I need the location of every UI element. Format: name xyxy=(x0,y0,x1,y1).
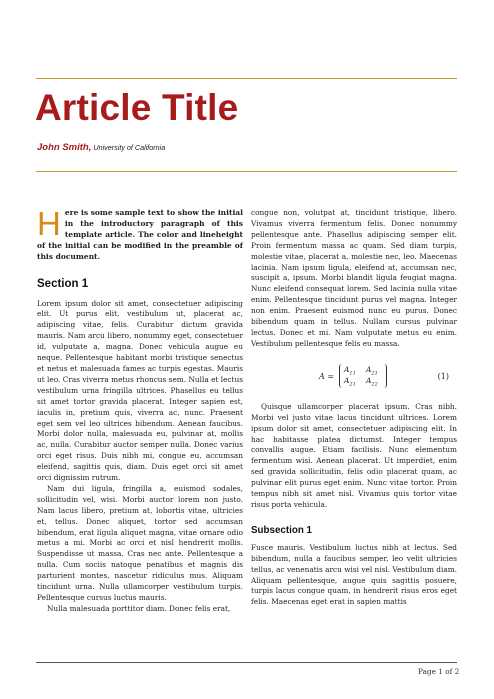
subsection-1-paragraph-1: Fusce mauris. Vestibulum luctus nibh at lectus. Sed bibendum, nulla a faucibus semper, leo velit ultricies tellus, ac venenatis arcu wisi vel nisl. Vestibulum diam. Aliquam pellentesque, augue quis sagittis posuere, turpis lacus congue quam, in hendrerit risus eros eget felis. Maecenas eget erat in sapien mattis xyxy=(251,542,457,607)
article-title: Article Title xyxy=(35,87,239,128)
header-bottom-rule xyxy=(36,171,457,172)
equation-number: (1) xyxy=(437,371,449,381)
section-1-paragraph-3: Nulla malesuada porttitor diam. Donec felis erat, xyxy=(47,603,231,613)
header-top-rule xyxy=(36,78,457,79)
intro-text: ere is some sample text to show the initial in the introductory paragraph of this template article. The color and lineheight of the initial can be modified in the preamble of this document. xyxy=(37,208,243,261)
footer-rule xyxy=(36,662,457,663)
author-line xyxy=(37,142,165,153)
section-1-paragraph-1: Lorem ipsum dolor sit amet, consectetuer adipiscing elit. Ut purus elit, vestibulum ut, placerat ac, adipiscing vitae, felis. Curabitur dictum gravida mauris. Nam arcu libero, nonummy eget, consectetuer id, vulputate a, magna. Donec vehicula augue eu neque. Pellentesque habitant morbi tristique senectus et netus et malesuada fames ac turpis egestas. Mauris ut leo. Cras viverra metus rhoncus sem. Nulla et lectus vestibulum urna fringilla ultrices. Phasellus eu tellus sit amet tortor gravida placerat. Integer sapien est, iaculis in, pretium quis, viverra ac, nunc. Praesent eget sem vel leo ultrices bibendum. Aenean faucibus. Morbi dolor nulla, malesuada eu, pulvinar at, mollis ac, nulla. Curabitur auctor semper nulla. Donec varius orci eget risus. Duis nibh mi, congue eu, accumsan eleifend, sagittis quis, diam. Duis eget orci sit amet orci dignissim rutrum. xyxy=(37,298,243,483)
section-1-paragraph-2: Nam dui ligula, fringilla a, euismod sodales, sollicitudin vel, wisi. Morbi auctor lorem non justo. Nam lacus libero, pretium at, lobortis vitae, ultricies et, tellus. Donec aliquet, tortor sed accumsan bibendum, erat ligula aliquet magna, vitae ornare odio metus a mi. Morbi ac orci et nisl hendrerit mollis. Suspendisse ut massa. Cras nec ante. Pellentesque a nulla. Cum sociis natoque penatibus et magnis dis parturient montes, nascetur ridiculus mus. Aliquam tincidunt urna. Nulla ullamcorper vestibulum turpis. Pellentesque cursus luctus mauris. xyxy=(37,483,243,602)
matrix-entry-a11: $A_{11}$ xyxy=(344,364,356,377)
author-affiliation: University of California xyxy=(93,143,166,152)
intro-paragraph xyxy=(37,205,243,263)
page-number: Page 1 of 2 xyxy=(418,667,460,676)
matrix-entry-a21-top: $A_{21}$ xyxy=(366,364,378,377)
equation-lhs: A = xyxy=(319,371,335,381)
equation-matrix xyxy=(339,364,387,388)
matrix-entry-a22: $A_{22}$ xyxy=(366,375,378,388)
right-paragraph-2: Quisque ullamcorper placerat ipsum. Cras nibh. Morbi vel justo vitae lacus tincidunt ultrices. Lorem ipsum dolor sit amet, consectetuer adipiscing elit. In hac habitasse platea dictumst. Integer tempus convallis augue. Etiam facilisis. Nunc elementum fermentum wisi. Aenean placerat. Ut imperdiet, enim sed gravida sollicitudin, felis odio placerat quam, ac pulvinar elit purus eget enim. Nunc vitae tortor. Proin tempus nibh sit amet nisl. Vivamus quis tortor vitae risus porta vehicula. xyxy=(251,401,457,509)
section-1-heading: Section 1 xyxy=(37,277,89,290)
subsection-1-heading: Subsection 1 xyxy=(251,524,312,536)
drop-cap: H xyxy=(37,205,61,242)
left-column xyxy=(37,205,243,615)
matrix-entry-a21-bottom: $A_{21}$ xyxy=(344,375,356,388)
equation-1 xyxy=(251,362,457,392)
right-paragraph-1: congue non, volutpat at, tincidunt tristique, libero. Vivamus viverra fermentum felis. Donec nonummy pellentesque ante. Phasellus adipiscing semper elit. Proin fermentum massa ac quam. Sed diam turpis, molestie vitae, placerat a, molestie nec, leo. Maecenas lacinia. Nam ipsum ligula, eleifend at, accumsan nec, suscipit a, ipsum. Morbi blandit ligula feugiat magna. Nunc eleifend consequat lorem. Sed lacinia nulla vitae enim. Pellentesque tincidunt purus vel magna. Integer non enim. Praesent euismod nunc eu purus. Donec bibendum quam in tellus. Nullam cursus pulvinar lectus. Donec et mi. Nam vulputate metus eu enim. Vestibulum pellentesque felis eu massa. xyxy=(251,208,457,348)
author-name: John Smith, xyxy=(37,142,92,153)
right-column xyxy=(251,208,457,608)
